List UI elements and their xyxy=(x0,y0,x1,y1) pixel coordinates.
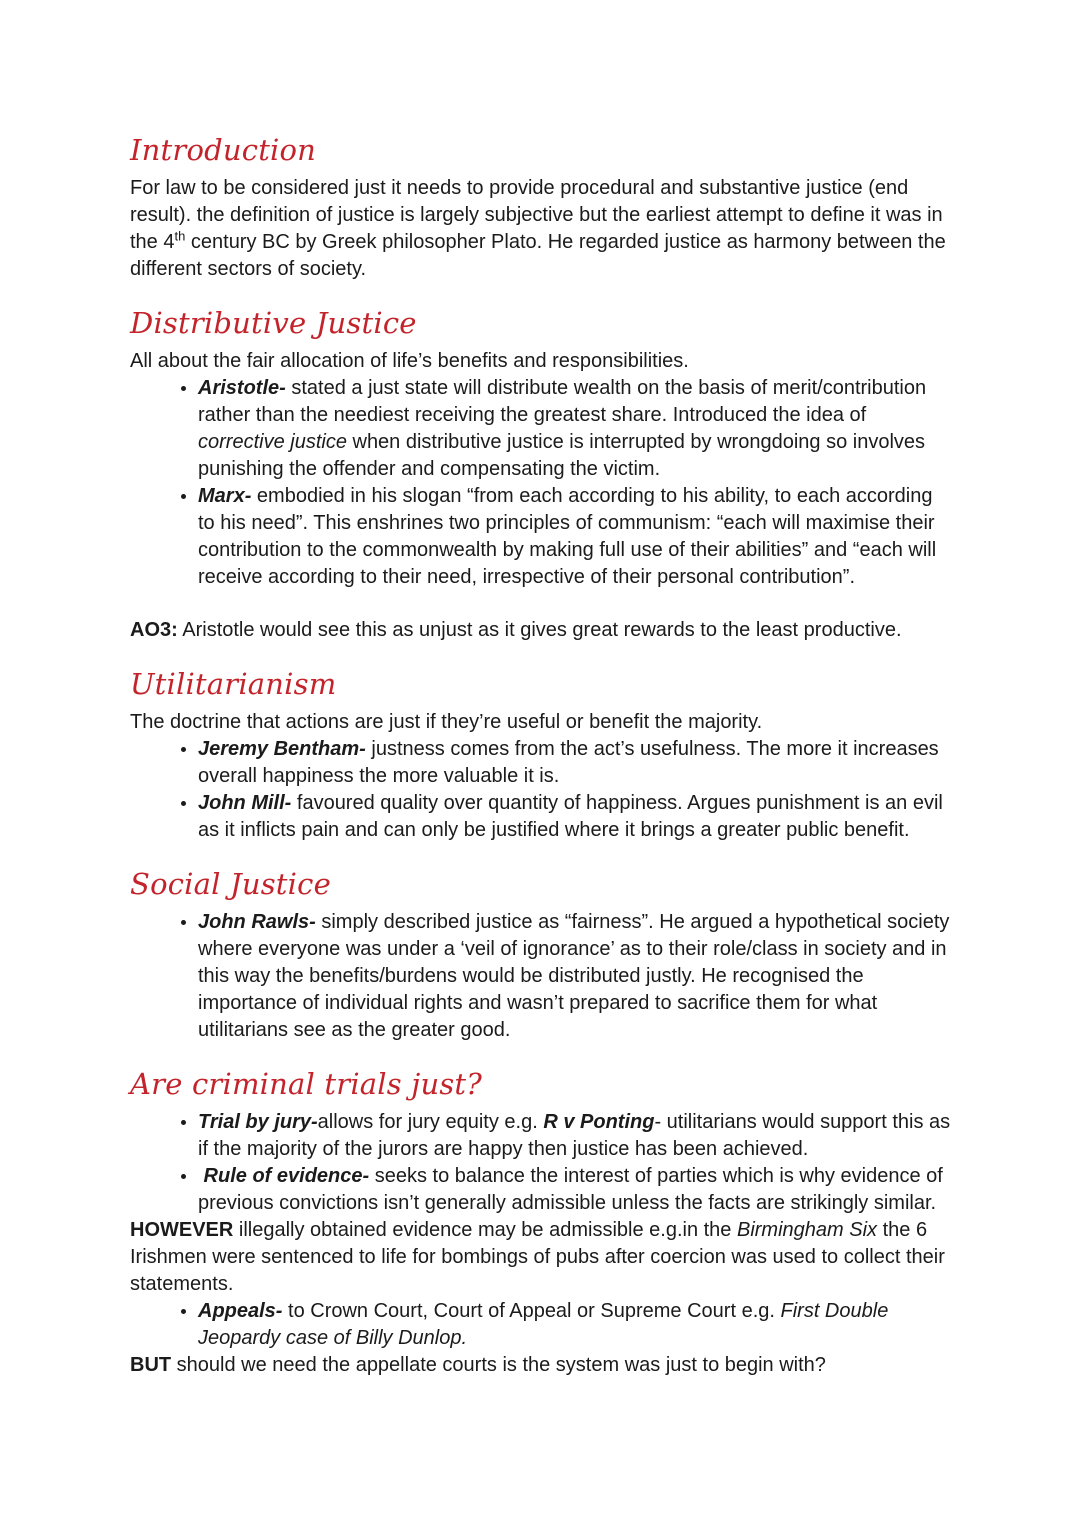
text-run: to Crown Court, Court of Appeal or Supreme Court e.g. xyxy=(282,1300,781,1322)
section-heading: Are criminal trials just? xyxy=(130,1067,483,1101)
bullet-list xyxy=(130,909,952,1044)
section-heading: Introduction xyxy=(130,133,317,167)
bullet-list xyxy=(130,1298,952,1352)
text-run: when distributive justice is interrupted by wrongdoing so involves punishing the offender and compensating the victim. xyxy=(198,431,926,480)
text-run: should we need the appellate courts is the system was just to begin with? xyxy=(171,1354,826,1376)
text-run: the 6 Irishmen were sentenced to life for bombings of pubs after coercion was used to collect their statements. xyxy=(130,1219,945,1295)
text-run: AO3: xyxy=(130,619,178,641)
text-run: Marx- xyxy=(198,485,252,507)
text-run: stated a just state will distribute wealth on the basis of merit/contribution rather than the neediest receiving the greatest share. Introduced the idea of xyxy=(198,377,927,426)
bullet-item xyxy=(198,909,952,1044)
text-run: justness comes from the act’s usefulness. The more it increases overall happiness the more valuable it is. xyxy=(198,738,939,787)
text-run: century BC by Greek philosopher Plato. He regarded justice as harmony between the different sectors of society. xyxy=(130,231,946,280)
text-run: illegally obtained evidence may be admissible e.g.in the xyxy=(233,1219,737,1241)
text-run: Appeals- xyxy=(198,1300,283,1322)
paragraph xyxy=(130,175,952,283)
bullet-list xyxy=(130,375,952,591)
text-run: John Mill- xyxy=(198,792,292,814)
text-run: favoured quality over quantity of happiness. Argues punishment is an evil as it inflicts pain and can only be justified where it brings a greater public benefit. xyxy=(198,792,943,841)
text-run: embodied in his slogan “from each according to his ability, to each according to his need”. This enshrines two principles of communism: “each will maximise their contribution to the commonwealth by making full use of their abilities” and “each will receive according to their need, irrespective of their personal contribution”. xyxy=(198,485,937,588)
text-run: simply described justice as “fairness”. He argued a hypothetical society where everyone was under a ‘veil of ignorance’ as to their role/class in society and in this way the benefits/burdens would be distributed justly. He recognised the importance of individual rights and wasn’t prepared to sacrifice them for what utilitarians see as the greater good. xyxy=(198,911,950,1041)
text-run: corrective justice xyxy=(198,431,347,453)
paragraph xyxy=(130,709,952,736)
bullet-item xyxy=(198,736,952,790)
text-run: HOWEVER xyxy=(130,1219,234,1241)
text-run: For law to be considered just it needs to provide procedural and substantive justice (end result). the definition of justice is largely subjective but the earliest attempt to define it was in the 4 xyxy=(130,177,943,253)
paragraph xyxy=(130,617,952,644)
bullet-item xyxy=(198,1109,952,1163)
text-run: Birmingham Six xyxy=(736,1219,878,1241)
text-run: - utilitarians would support this as if the majority of the jurors are happy then justice has been achieved. xyxy=(198,1111,951,1160)
text-run: John Rawls- xyxy=(198,911,316,933)
text-run: Rule of evidence- xyxy=(198,1165,370,1187)
bullet-item xyxy=(198,483,952,591)
paragraph xyxy=(130,1217,952,1298)
bullet-item xyxy=(198,375,952,483)
paragraph xyxy=(130,348,952,375)
text-run: Trial by jury- xyxy=(198,1111,318,1133)
text-run: All about the fair allocation of life’s benefits and responsibilities. xyxy=(130,350,689,372)
text-run: Jeremy Bentham- xyxy=(198,738,366,760)
bullet-list xyxy=(130,1109,952,1217)
section-heading: Social Justice xyxy=(130,867,331,901)
section-heading: Utilitarianism xyxy=(130,667,337,701)
text-run: Aristotle- xyxy=(198,377,286,399)
text-run: allows for jury equity e.g. xyxy=(317,1111,544,1133)
bullet-item xyxy=(198,1163,952,1217)
text-run: seeks to balance the interest of parties which is why evidence of previous convictions isn’t generally admissible unless the facts are strikingly similar. xyxy=(198,1165,943,1214)
text-run: BUT xyxy=(130,1354,172,1376)
text-run: The doctrine that actions are just if they’re useful or benefit the majority. xyxy=(130,711,763,733)
section-heading: Distributive Justice xyxy=(130,306,417,340)
text-run: Aristotle would see this as unjust as it gives great rewards to the least productive. xyxy=(177,619,902,641)
text-run: th xyxy=(174,228,186,244)
bullet-list xyxy=(130,736,952,844)
bullet-item xyxy=(198,790,952,844)
text-run: R v Ponting xyxy=(543,1111,655,1133)
bullet-item xyxy=(198,1298,952,1352)
paragraph xyxy=(130,1352,952,1379)
text-run: First Double Jeopardy case of Billy Dunlop. xyxy=(198,1300,889,1349)
